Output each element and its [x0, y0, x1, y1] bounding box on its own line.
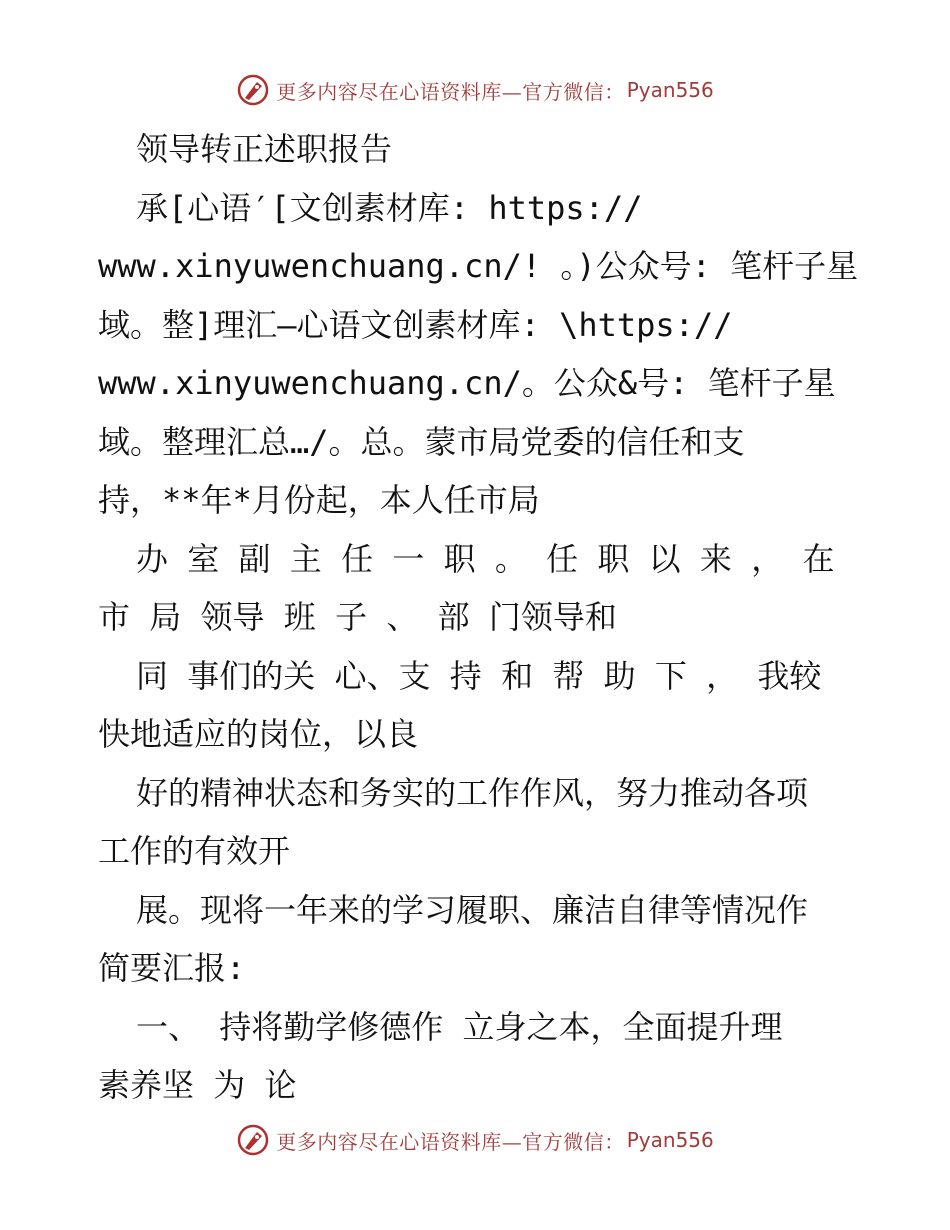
footer-watermark-banner — [0, 1120, 950, 1160]
paragraph-line: 市 局 领导 班 子 、 部 门领导和 — [98, 598, 617, 636]
paragraph-line: 域。整理汇总…/。总。蒙市局党委的信任和支 — [98, 422, 745, 461]
paragraph-line: 同 事们的关 心、支 持 和 帮 助 下 ， 我较 — [136, 656, 822, 695]
watermark-text: 更多内容尽在心语资料库—官方微信： — [276, 1129, 625, 1154]
paragraph-line: 承[心语′[文创素材库: https:// — [136, 188, 643, 227]
pen-nib-logo-icon — [236, 73, 270, 107]
paragraph-line: 好的精神状态和务实的工作作风，努力推动各项 — [136, 773, 809, 812]
header-watermark-banner — [0, 70, 950, 110]
watermark-text: 更多内容尽在心语资料库—官方微信： — [276, 79, 625, 104]
paragraph-line: www.xinyuwenchuang.cn/。公众&号: 笔杆子星 — [98, 364, 836, 402]
paragraph-line: 简要汇报: — [98, 949, 246, 987]
document-title: 领导转正述职报告 — [136, 130, 393, 168]
paragraph-line: 持，**年*月份起，本人任市局 — [98, 481, 540, 519]
paragraph-line: 办 室 副 主 任 一 职 。 任 职 以 来 ， 在 — [136, 539, 835, 578]
watermark-account: Pyan556 — [626, 1128, 714, 1152]
watermark-account: Pyan556 — [626, 78, 714, 102]
document-body — [98, 120, 858, 1115]
paragraph-line: www.xinyuwenchuang.cn/! 。)公众号: 笔杆子星 — [98, 247, 858, 285]
section-heading-continued: 素养坚 为 论 — [98, 1066, 297, 1104]
pen-nib-logo-icon — [236, 1123, 270, 1157]
paragraph-line: 快地适应的岗位，以良 — [98, 715, 419, 753]
paragraph-line: 域。整]理汇—心语文创素材库: \https:// — [98, 305, 733, 344]
paragraph-line: 展。现将一年来的学习履职、廉洁自律等情况作 — [136, 890, 809, 929]
section-heading: 一、 持将勤学修德作 立身之本，全面提升理 — [136, 1007, 783, 1046]
paragraph-line: 工作的有效开 — [98, 832, 291, 870]
